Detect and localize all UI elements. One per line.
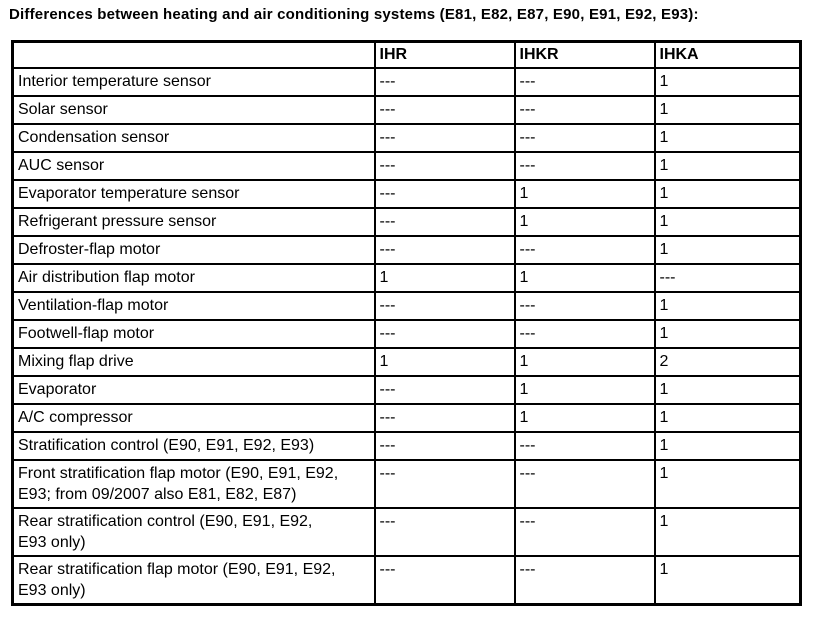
row-label-cell bbox=[13, 556, 375, 605]
ihka-value-cell: 1 bbox=[655, 432, 801, 460]
ihkr-value-cell: --- bbox=[515, 152, 655, 180]
table-row bbox=[13, 508, 801, 556]
ihkr-value-cell: --- bbox=[515, 124, 655, 152]
ihkr-value-cell: --- bbox=[515, 432, 655, 460]
row-label: AUC sensor bbox=[18, 157, 105, 174]
row-label: Mixing flap drive bbox=[18, 353, 134, 370]
ihr-value-cell: --- bbox=[375, 152, 515, 180]
row-label-cell bbox=[13, 508, 375, 556]
ihr-value-cell: --- bbox=[375, 320, 515, 348]
ihkr-value-cell: --- bbox=[515, 96, 655, 124]
row-label-cell bbox=[13, 96, 375, 124]
ihka-value-cell: 1 bbox=[655, 556, 801, 605]
table-row bbox=[13, 152, 801, 180]
ihkr-value-cell: 1 bbox=[515, 348, 655, 376]
column-header-ihr: IHR bbox=[375, 42, 515, 69]
row-label-cell bbox=[13, 180, 375, 208]
ihkr-value-cell: 1 bbox=[515, 404, 655, 432]
table-row bbox=[13, 376, 801, 404]
ihr-value-cell: --- bbox=[375, 432, 515, 460]
row-label: A/C compressor bbox=[18, 409, 133, 426]
row-label-cell bbox=[13, 236, 375, 264]
row-label: Solar sensor bbox=[18, 101, 108, 118]
row-label-cell bbox=[13, 124, 375, 152]
ihkr-value-cell: --- bbox=[515, 236, 655, 264]
row-label: Rear stratification control (E90, E91, E92, E93 only) bbox=[18, 513, 313, 551]
ihr-value-cell: --- bbox=[375, 180, 515, 208]
table-body bbox=[13, 68, 801, 605]
ihr-value-cell: --- bbox=[375, 404, 515, 432]
row-label: Interior temperature sensor bbox=[18, 73, 211, 90]
ihka-value-cell: 1 bbox=[655, 180, 801, 208]
ihka-value-cell: 1 bbox=[655, 208, 801, 236]
ihr-value-cell: --- bbox=[375, 68, 515, 96]
row-label: Stratification control (E90, E91, E92, E93) bbox=[18, 437, 315, 454]
ihkr-value-cell: --- bbox=[515, 460, 655, 508]
ihr-value-cell: --- bbox=[375, 124, 515, 152]
table-row bbox=[13, 432, 801, 460]
column-header-ihkr: IHKR bbox=[515, 42, 655, 69]
row-label: Defroster-flap motor bbox=[18, 241, 161, 258]
ihkr-value-cell: 1 bbox=[515, 208, 655, 236]
ihka-value-cell: 1 bbox=[655, 460, 801, 508]
ihkr-value-cell: --- bbox=[515, 508, 655, 556]
ihkr-value-cell: --- bbox=[515, 292, 655, 320]
ihr-value-cell: --- bbox=[375, 236, 515, 264]
ihka-value-cell: 1 bbox=[655, 404, 801, 432]
ihka-value-cell: 1 bbox=[655, 96, 801, 124]
row-label: Evaporator bbox=[18, 381, 97, 398]
table-row bbox=[13, 96, 801, 124]
ihka-value-cell: 1 bbox=[655, 68, 801, 96]
ihr-value-cell: 1 bbox=[375, 264, 515, 292]
row-label-cell bbox=[13, 376, 375, 404]
row-label-cell bbox=[13, 264, 375, 292]
row-label: Footwell-flap motor bbox=[18, 325, 155, 342]
table-row bbox=[13, 180, 801, 208]
row-label-cell bbox=[13, 68, 375, 96]
ihr-value-cell: --- bbox=[375, 96, 515, 124]
row-label-cell bbox=[13, 460, 375, 508]
ihka-value-cell: 1 bbox=[655, 320, 801, 348]
row-label-cell bbox=[13, 432, 375, 460]
ihkr-value-cell: --- bbox=[515, 68, 655, 96]
ihr-value-cell: --- bbox=[375, 292, 515, 320]
ihka-value-cell: 1 bbox=[655, 152, 801, 180]
table-row bbox=[13, 404, 801, 432]
ihka-value-cell: 2 bbox=[655, 348, 801, 376]
table-row bbox=[13, 348, 801, 376]
ihka-value-cell: --- bbox=[655, 264, 801, 292]
ihkr-value-cell: --- bbox=[515, 556, 655, 605]
row-label-cell bbox=[13, 404, 375, 432]
row-label-cell bbox=[13, 348, 375, 376]
ihkr-value-cell: 1 bbox=[515, 264, 655, 292]
ihkr-value-cell: 1 bbox=[515, 376, 655, 404]
column-header-ihka: IHKA bbox=[655, 42, 801, 69]
systems-comparison-table bbox=[11, 40, 802, 606]
ihka-value-cell: 1 bbox=[655, 236, 801, 264]
row-label: Ventilation-flap motor bbox=[18, 297, 169, 314]
table-row bbox=[13, 556, 801, 605]
ihr-value-cell: --- bbox=[375, 508, 515, 556]
ihka-value-cell: 1 bbox=[655, 124, 801, 152]
ihka-value-cell: 1 bbox=[655, 376, 801, 404]
ihkr-value-cell: 1 bbox=[515, 180, 655, 208]
column-header-blank bbox=[13, 42, 375, 69]
row-label-cell bbox=[13, 320, 375, 348]
row-label: Condensation sensor bbox=[18, 129, 170, 146]
row-label: Refrigerant pressure sensor bbox=[18, 213, 217, 230]
row-label: Air distribution flap motor bbox=[18, 269, 195, 286]
table-row bbox=[13, 460, 801, 508]
table-row bbox=[13, 208, 801, 236]
row-label: Evaporator temperature sensor bbox=[18, 185, 240, 202]
table-row bbox=[13, 236, 801, 264]
header-row bbox=[13, 42, 801, 69]
row-label-cell bbox=[13, 208, 375, 236]
table-row bbox=[13, 320, 801, 348]
row-label-cell bbox=[13, 152, 375, 180]
ihkr-value-cell: --- bbox=[515, 320, 655, 348]
table-row bbox=[13, 292, 801, 320]
ihr-value-cell: --- bbox=[375, 208, 515, 236]
table-row bbox=[13, 264, 801, 292]
ihr-value-cell: --- bbox=[375, 460, 515, 508]
ihka-value-cell: 1 bbox=[655, 508, 801, 556]
ihr-value-cell: --- bbox=[375, 376, 515, 404]
table-row bbox=[13, 68, 801, 96]
ihka-value-cell: 1 bbox=[655, 292, 801, 320]
ihr-value-cell: 1 bbox=[375, 348, 515, 376]
ihr-value-cell: --- bbox=[375, 556, 515, 605]
row-label-cell bbox=[13, 292, 375, 320]
row-label: Front stratification flap motor (E90, E91, E92, E93; from 09/2007 also E81, E82, E87) bbox=[18, 465, 339, 503]
page-title: Differences between heating and air conditioning systems (E81, E82, E87, E90, E91, E92, E93): bbox=[9, 6, 699, 23]
row-label: Rear stratification flap motor (E90, E91, E92, E93 only) bbox=[18, 561, 336, 599]
table-row bbox=[13, 124, 801, 152]
